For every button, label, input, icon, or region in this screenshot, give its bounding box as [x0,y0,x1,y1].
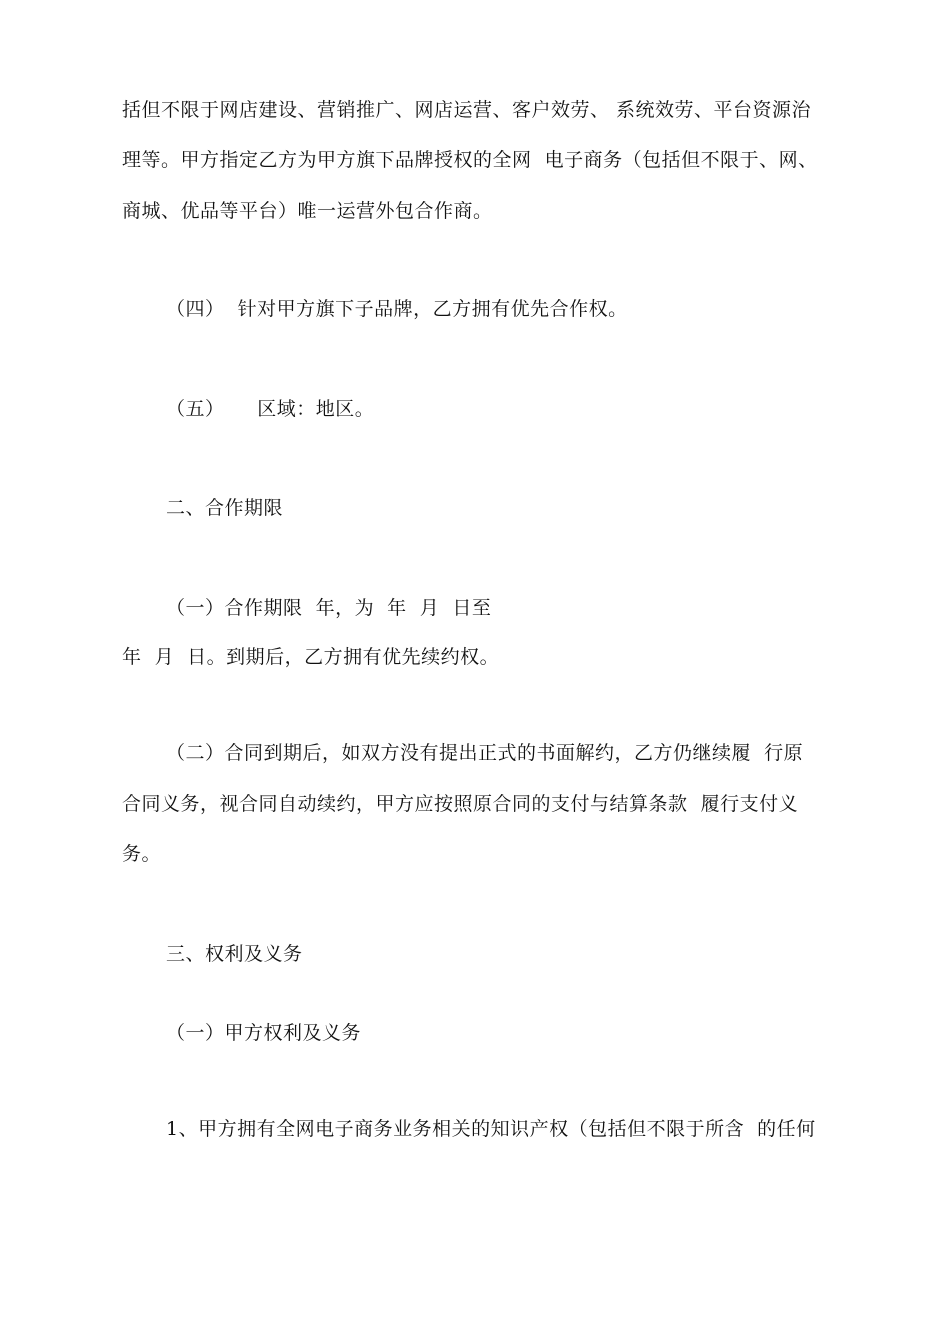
paragraph-line: 务。 [122,843,162,865]
paragraph-line: 理等。甲方指定乙方为甲方旗下品牌授权的全网 电子商务（包括但不限于、网、 [122,149,818,171]
clause-item: （二）合同到期后，如双方没有提出正式的书面解约，乙方仍继续履 行原 [166,742,804,764]
clause-item: （一）合作期限 年，为 年 月 日至 [166,597,492,619]
paragraph-line: 商城、优品等平台）唯一运营外包合作商。 [122,200,493,222]
section-heading: 三、权利及义务 [166,943,303,965]
clause-item: （四） 针对甲方旗下子品牌，乙方拥有优先合作权。 [166,298,628,320]
paragraph-line: 合同义务，视合同自动续约，甲方应按照原合同的支付与结算条款 履行支付义 [122,793,799,815]
paragraph-line: 括但不限于网店建设、营销推广、网店运营、客户效劳、 系统效劳、平台资源治 [122,99,812,121]
subsection-heading: （一）甲方权利及义务 [166,1022,362,1044]
clause-item: （五） 区域：地区。 [166,398,375,420]
clause-item: 1、甲方拥有全网电子商务业务相关的知识产权（包括但不限于所含 的任何 [166,1118,816,1140]
paragraph-line: 年 月 日。到期后，乙方拥有优先续约权。 [122,646,500,668]
section-heading: 二、合作期限 [166,497,284,519]
